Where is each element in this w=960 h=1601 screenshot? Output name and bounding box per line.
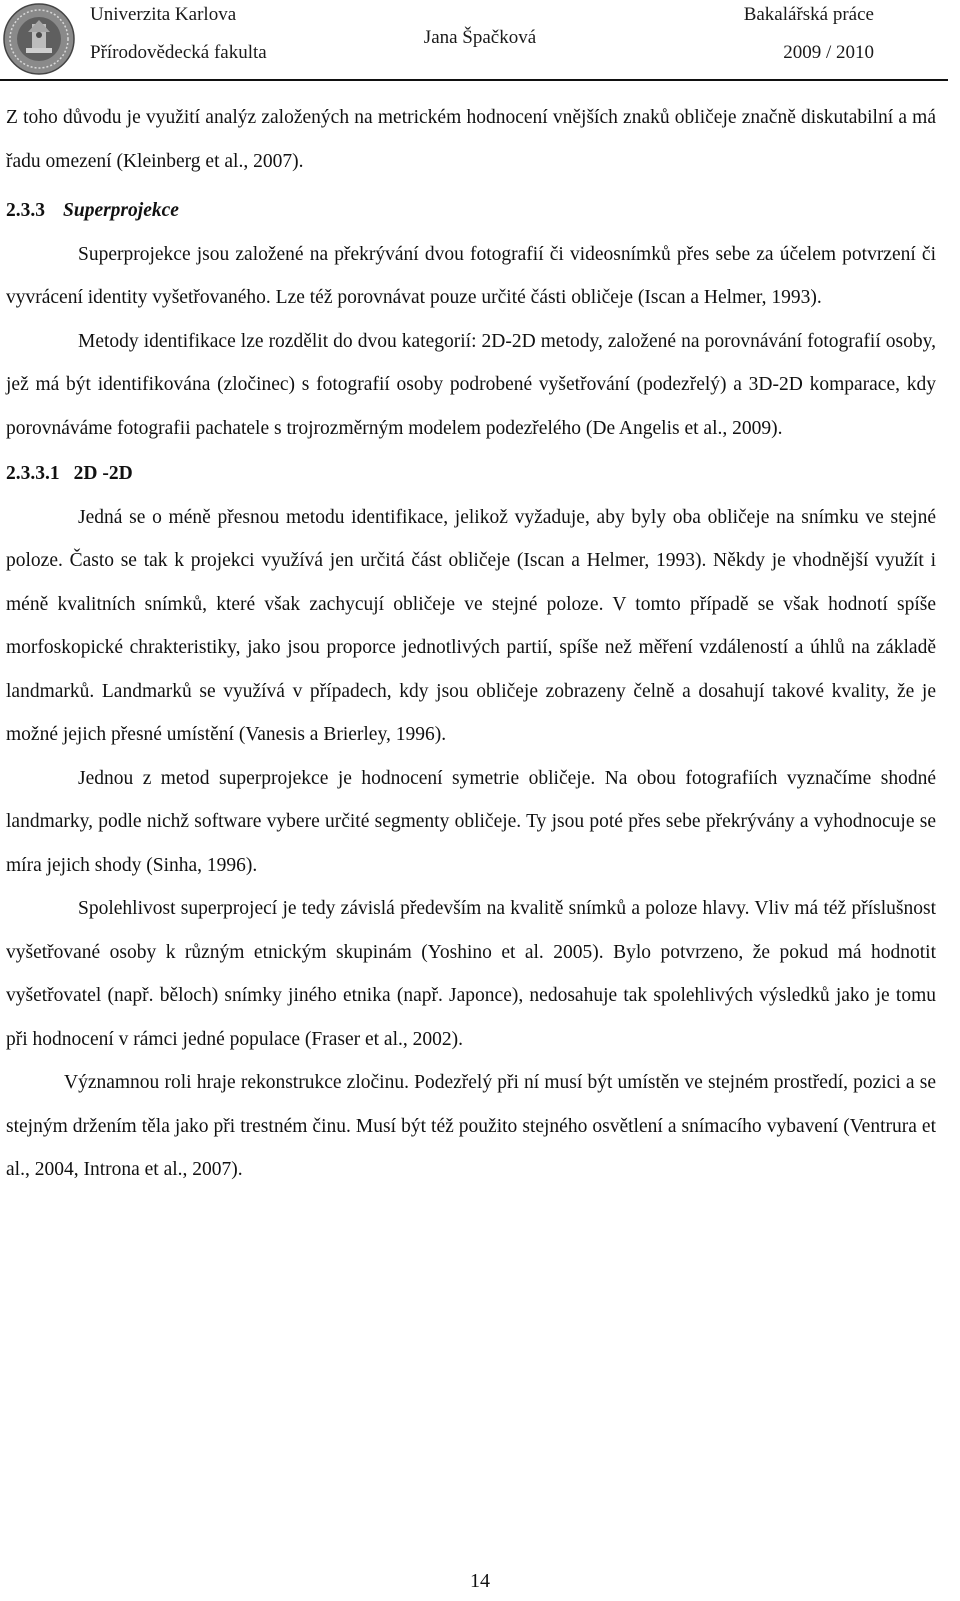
section-number: 2.3.3 bbox=[6, 200, 45, 221]
header-author: Jana Špačková bbox=[423, 27, 537, 48]
paragraph-intro: Z toho důvodu je využití analýz založených na metrickém hodnocení vnějších znaků obličeje značně diskutabilní a má řadu omezení (Kleinberg et al., 2007). bbox=[6, 107, 936, 172]
header-right bbox=[744, 3, 874, 65]
header-year: 2009 / 2010 bbox=[783, 42, 874, 63]
subsection-number: 2.3.3.1 bbox=[6, 463, 60, 484]
paragraph-4: Jednou z metod superprojekce je hodnocení symetrie obličeje. Na obou fotografiích vyznačíme shodné landmarky, podle nichž software vybere určité segmenty obličeje. Ty jsou poté přes sebe překrývány a vyhodnocuje se míra jejich shody (Sinha, 1996). bbox=[6, 767, 936, 876]
paragraph-6: Významnou roli hraje rekonstrukce zločinu. Podezřelý při ní musí být umístěn ve stejném prostředí, pozici a se stejným držením těla jako při trestném činu. Musí být též použito stejného osvětlení a snímacího vybavení (Ventrura et al., 2004, Introna et al., 2007). bbox=[6, 1072, 936, 1180]
subsection-title: 2D -2D bbox=[73, 463, 133, 484]
header-university: Univerzita Karlova bbox=[90, 4, 237, 25]
section-title: Superprojekce bbox=[63, 200, 179, 221]
header-thesis-type: Bakalářská práce bbox=[743, 4, 874, 25]
page-number: 14 bbox=[470, 1570, 490, 1592]
paragraph-2: Metody identifikace lze rozdělit do dvou kategorií: 2D-2D metody, založené na porovnávání fotografií osoby, jež má být identifikována (zločinec) s fotografií osoby podrobené vyšetřování (podezřelý) a 3D-2D komparace, kdy porovnáváme fotografii pachatele s trojrozměrným modelem podezřelého (De Angelis et al., 2009). bbox=[6, 330, 936, 439]
paragraph-3: Jedná se o méně přesnou metodu identifikace, jelikož vyžaduje, aby byly oba obličeje na snímku ve stejné poloze. Často se tak k projekci využívá jen určitá část obličeje (Iscan a Helmer, 1993). Někdy je vhodnější využít i méně kvalitních snímků, které však zachycují obličeje ve stejné poloze. V tomto případě se však hodnotí spíše morfoskopické chrakteristiky, jako jsou proporce jednotlivých partií, spíše než měření vzdáleností a úhlů na základě landmarků. Landmarků se využívá v případech, kdy jsou obličeje zobrazeny čelně a dosahují takové kvality, že je možné jejich přesné umístění (Vanesis a Brierley, 1996). bbox=[6, 506, 936, 745]
section-heading bbox=[6, 189, 936, 233]
header-faculty: Přírodovědecká fakulta bbox=[90, 42, 267, 63]
paragraph-1: Superprojekce jsou založené na překrývání dvou fotografií či videosnímků přes sebe za účelem potvrzení či vyvrácení identity vyšetřovaného. Lze též porovnávat pouze určité části obličeje (Iscan a Helmer, 1993). bbox=[6, 243, 936, 308]
header-divider bbox=[0, 79, 948, 81]
paragraph-5: Spolehlivost superprojecí je tedy závislá především na kvalitě snímků a poloze hlavy. Vliv má též příslušnost vyšetřované osoby k různým etnickým skupinám (Yoshino et al. 2005). Bylo potvrzeno, že pokud má hodnotit vyšetřovatel (např. běloch) snímky jiného etnika (např. Japonce), nedosahuje tak spolehlivých výsledků jako je tomu při hodnocení v rámci jedné populace (Fraser et al., 2002). bbox=[6, 898, 936, 1050]
page-header bbox=[0, 0, 960, 80]
page-body bbox=[6, 96, 936, 1192]
subsection-heading bbox=[6, 452, 936, 496]
